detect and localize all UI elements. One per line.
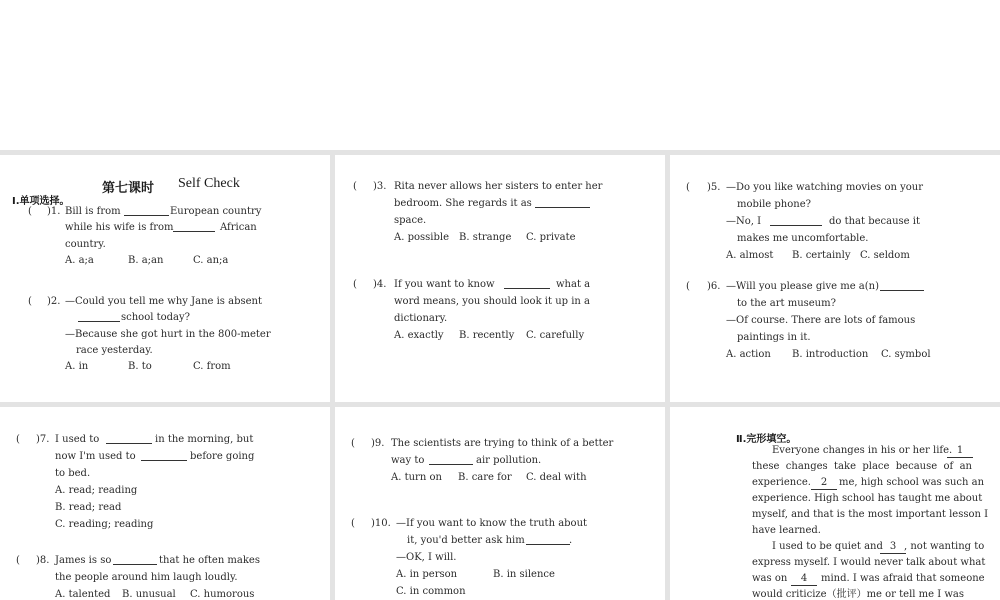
panel-5: ( )9. The scientists are trying to think of a better way to air pollution. A. turn on B. care for C. deal with ( )10. —If you want to know the truth about it, you'd better ask him . —OK, I will. A. in person B. in silence C. in common: [335, 407, 665, 600]
blank-top-area: [0, 0, 1000, 150]
answer-paren[interactable]: (: [28, 296, 32, 307]
option-b: B. to: [128, 361, 152, 372]
option-a: A. possible: [394, 232, 449, 243]
section-2-heading: Ⅱ.完形填空。: [736, 434, 797, 445]
option-a: A. talented: [55, 589, 111, 600]
answer-paren[interactable]: (: [686, 281, 690, 292]
answer-paren[interactable]: (: [351, 518, 355, 529]
option-a: A. read; reading: [55, 485, 138, 496]
option-a: A. turn on: [391, 472, 442, 483]
option-c: C. carefully: [526, 330, 585, 341]
answer-paren[interactable]: (: [353, 181, 357, 192]
option-c: C. in common: [396, 586, 466, 597]
answer-paren[interactable]: (: [28, 206, 32, 217]
option-a: A. action: [726, 349, 771, 360]
option-a: A. in person: [396, 569, 458, 580]
option-b: B. introduction: [792, 349, 869, 360]
option-b: B. recently: [459, 330, 515, 341]
option-b: B. unusual: [122, 589, 176, 600]
blank-line: [770, 216, 822, 226]
option-b: B. strange: [459, 232, 512, 243]
option-c: C. from: [193, 361, 231, 372]
answer-paren[interactable]: (: [351, 438, 355, 449]
option-b: B. read; read: [55, 502, 122, 513]
panel-2: ( )3. Rita never allows her sisters to enter her bedroom. She regards it as space. A. possible B. strange C. private ( )4. If you want to know what a word means, you should look it up in a dictionary. A. exactly B. recently C. carefully: [335, 155, 665, 402]
panel-4: ( )7. I used to in the morning, but now I'm used to before going to bed. A. read; reading B. read; read C. reading; reading ( )8. James is so that he often makes the people around him laugh loudly. A. talented B. unusual C. humorous: [0, 407, 330, 600]
blank-line: [173, 222, 215, 232]
blank-line: [535, 198, 590, 208]
section-1-heading: Ⅰ.单项选择。: [12, 196, 70, 207]
panel-6: Ⅱ.完形填空。 Everyone changes in his or her life. 1 these changes take place because of an experience. 2 me, high school was such an experience. High school has taught me about myself, and that is the most important lesson I have learned. I used to be quiet and 3 , not wanting to express myself. I would never talk about what was on 4 mind. I was afraid that someone would criticize（批评）me or tell me I was: [670, 407, 1000, 600]
option-a: A. exactly: [394, 330, 444, 341]
option-a: A. almost: [726, 250, 774, 261]
answer-paren[interactable]: (: [353, 279, 357, 290]
option-c: C. humorous: [190, 589, 255, 600]
option-c: C. reading; reading: [55, 519, 154, 530]
blank-line: [504, 279, 550, 289]
option-c: C. private: [526, 232, 576, 243]
option-c: C. deal with: [526, 472, 587, 483]
option-a: A. a;a: [65, 255, 94, 266]
blank-line: [124, 206, 169, 216]
option-b: B. certainly: [792, 250, 851, 261]
blank-line: [141, 451, 187, 461]
option-a: A. in: [65, 361, 89, 372]
blank-line: [106, 434, 152, 444]
answer-paren[interactable]: (: [16, 434, 20, 445]
cloze-blank-3[interactable]: 3: [880, 541, 906, 554]
blank-line: [526, 535, 570, 545]
option-b: B. care for: [458, 472, 512, 483]
blank-line: [113, 555, 157, 565]
lesson-title-cn: 第七课时: [102, 181, 155, 196]
blank-line: [429, 455, 473, 465]
blank-line: [78, 312, 120, 322]
option-c: C. symbol: [881, 349, 931, 360]
panel-3: ( )5. —Do you like watching movies on your mobile phone? —No, I do that because it makes me uncomfortable. A. almost B. certainly C. seldom ( )6. —Will you please give me a(n) to the art museum? —Of course. There are lots of famous paintings in it. A. action B. introduction C. symbol: [670, 155, 1000, 402]
option-b: B. in silence: [493, 569, 555, 580]
option-c: C. seldom: [860, 250, 910, 261]
answer-paren[interactable]: (: [686, 182, 690, 193]
blank-line: [880, 281, 924, 291]
option-c: C. an;a: [193, 255, 229, 266]
lesson-title-en: Self Check: [178, 176, 240, 191]
panel-1: 第七课时 Self Check Ⅰ.单项选择。 ( )1. Bill is from European country while his wife is from African country. A. a;a B. a;an C. an;a ( )2. —Could you tell me why Jane is absent school today? —Because she got hurt in the 800-meter race yesterday. A. in B. to C. from: [0, 155, 330, 402]
cloze-blank-2[interactable]: 2: [811, 477, 837, 490]
answer-paren[interactable]: (: [16, 555, 20, 566]
cloze-blank-1[interactable]: 1: [947, 445, 973, 458]
cloze-blank-4[interactable]: 4: [791, 573, 817, 586]
option-b: B. a;an: [128, 255, 164, 266]
